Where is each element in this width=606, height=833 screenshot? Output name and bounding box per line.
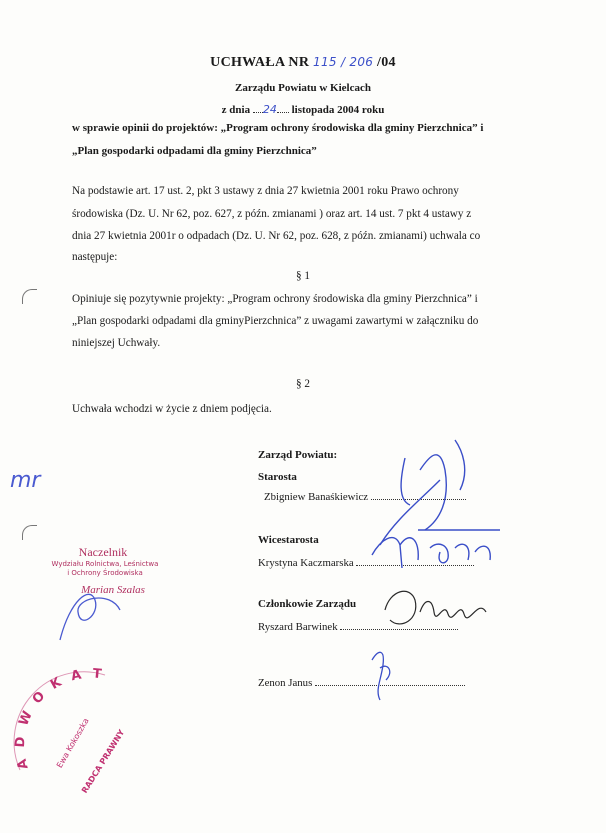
starosta-name: Zbigniew Banaśkiewicz bbox=[264, 491, 369, 503]
round-stamp-inner-text: Ewa Kokoszka bbox=[55, 716, 91, 770]
wicestarosta-name: Krystyna Kaczmarska bbox=[258, 557, 354, 569]
member1-signature-line bbox=[258, 621, 458, 633]
title-suffix: /04 bbox=[373, 55, 396, 70]
margin-handwritten-note: mr bbox=[10, 468, 41, 493]
subject-line-1: w sprawie opinii do projektów: „Program ochrony środowiska dla gminy Pierzchnica” i bbox=[72, 122, 484, 134]
issuing-body: Zarządu Powiatu w Kielcach bbox=[235, 82, 371, 94]
signature-dots bbox=[315, 677, 465, 686]
subject-line-2: „Plan gospodarki odpadami dla gminy Pierzchnica” bbox=[72, 145, 317, 157]
stamp-naczelnik-dept2: i Ochrony Środowiska bbox=[67, 569, 143, 577]
section-2-heading: § 2 bbox=[296, 378, 310, 390]
section-1-line-2: „Plan gospodarki odpadami dla gminyPierzchnica” z uwagami zawartymi w załączniku do bbox=[72, 315, 479, 327]
section-1-heading: § 1 bbox=[296, 270, 310, 282]
resolution-title bbox=[0, 55, 606, 71]
signature-dots bbox=[371, 491, 466, 500]
intro-line-3: dnia 27 kwietnia 2001r o odpadach (Dz. U. Nr 62, poz. 628, z późn. zmianami) uchwala co bbox=[72, 230, 481, 242]
wicestarosta-signature-line bbox=[258, 557, 474, 569]
title-handwritten-number: 115 / 206 bbox=[313, 55, 374, 69]
resolution-date bbox=[0, 103, 606, 116]
signature-dots bbox=[356, 557, 474, 566]
date-suffix: listopada 2004 roku bbox=[288, 104, 385, 116]
title-prefix: UCHWAŁA NR bbox=[210, 55, 314, 70]
section-1-line-1: Opiniuje się pozytywnie projekty: „Program ochrony środowiska dla gminy Pierzchnica” i bbox=[72, 293, 478, 305]
member2-signature-line bbox=[258, 677, 465, 689]
section-2-text: Uchwała wchodzi w życie z dniem podjęcia. bbox=[72, 403, 272, 415]
round-stamp-inner-text-2: RADCA PRAWNY bbox=[80, 728, 127, 795]
date-dots-right bbox=[277, 104, 289, 113]
stamp-naczelnik-title: Naczelnik bbox=[78, 545, 128, 559]
stamp-naczelnik-name: Marian Szalas bbox=[81, 584, 145, 596]
members-role: Członkowie Zarządu bbox=[258, 598, 357, 610]
naczelnik-signature bbox=[60, 594, 120, 640]
board-title: Zarząd Powiatu: bbox=[258, 449, 338, 461]
member2-name: Zenon Janus bbox=[258, 677, 313, 689]
wicestarosta-role: Wicestarosta bbox=[258, 534, 319, 546]
member1-signature bbox=[385, 591, 486, 624]
punch-hole-mark bbox=[22, 525, 37, 540]
starosta-signature-line bbox=[264, 491, 466, 503]
date-dots-left bbox=[253, 104, 263, 113]
date-handwritten-day: 24 bbox=[262, 103, 277, 116]
intro-line-2: środowiska (Dz. U. Nr 62, poz. 627, z późn. zmianami ) oraz art. 14 ust. 7 pkt 4 ustawy z bbox=[72, 208, 472, 220]
starosta-role: Starosta bbox=[258, 471, 297, 483]
stamp-naczelnik-dept: Wydziału Rolnictwa, Leśnictwa bbox=[51, 560, 159, 568]
punch-hole-mark bbox=[22, 289, 37, 304]
intro-line-1: Na podstawie art. 17 ust. 2, pkt 3 ustawy z dnia 27 kwietnia 2001 roku Prawo ochrony bbox=[72, 185, 459, 197]
date-prefix: z dnia bbox=[221, 104, 253, 116]
signature-dots bbox=[340, 621, 458, 630]
member1-name: Ryszard Barwinek bbox=[258, 621, 338, 633]
round-stamp-outer-label: A D W O K A T bbox=[12, 666, 106, 771]
section-1-line-3: niniejszej Uchwały. bbox=[72, 337, 161, 349]
intro-line-4: następuje: bbox=[72, 251, 118, 263]
